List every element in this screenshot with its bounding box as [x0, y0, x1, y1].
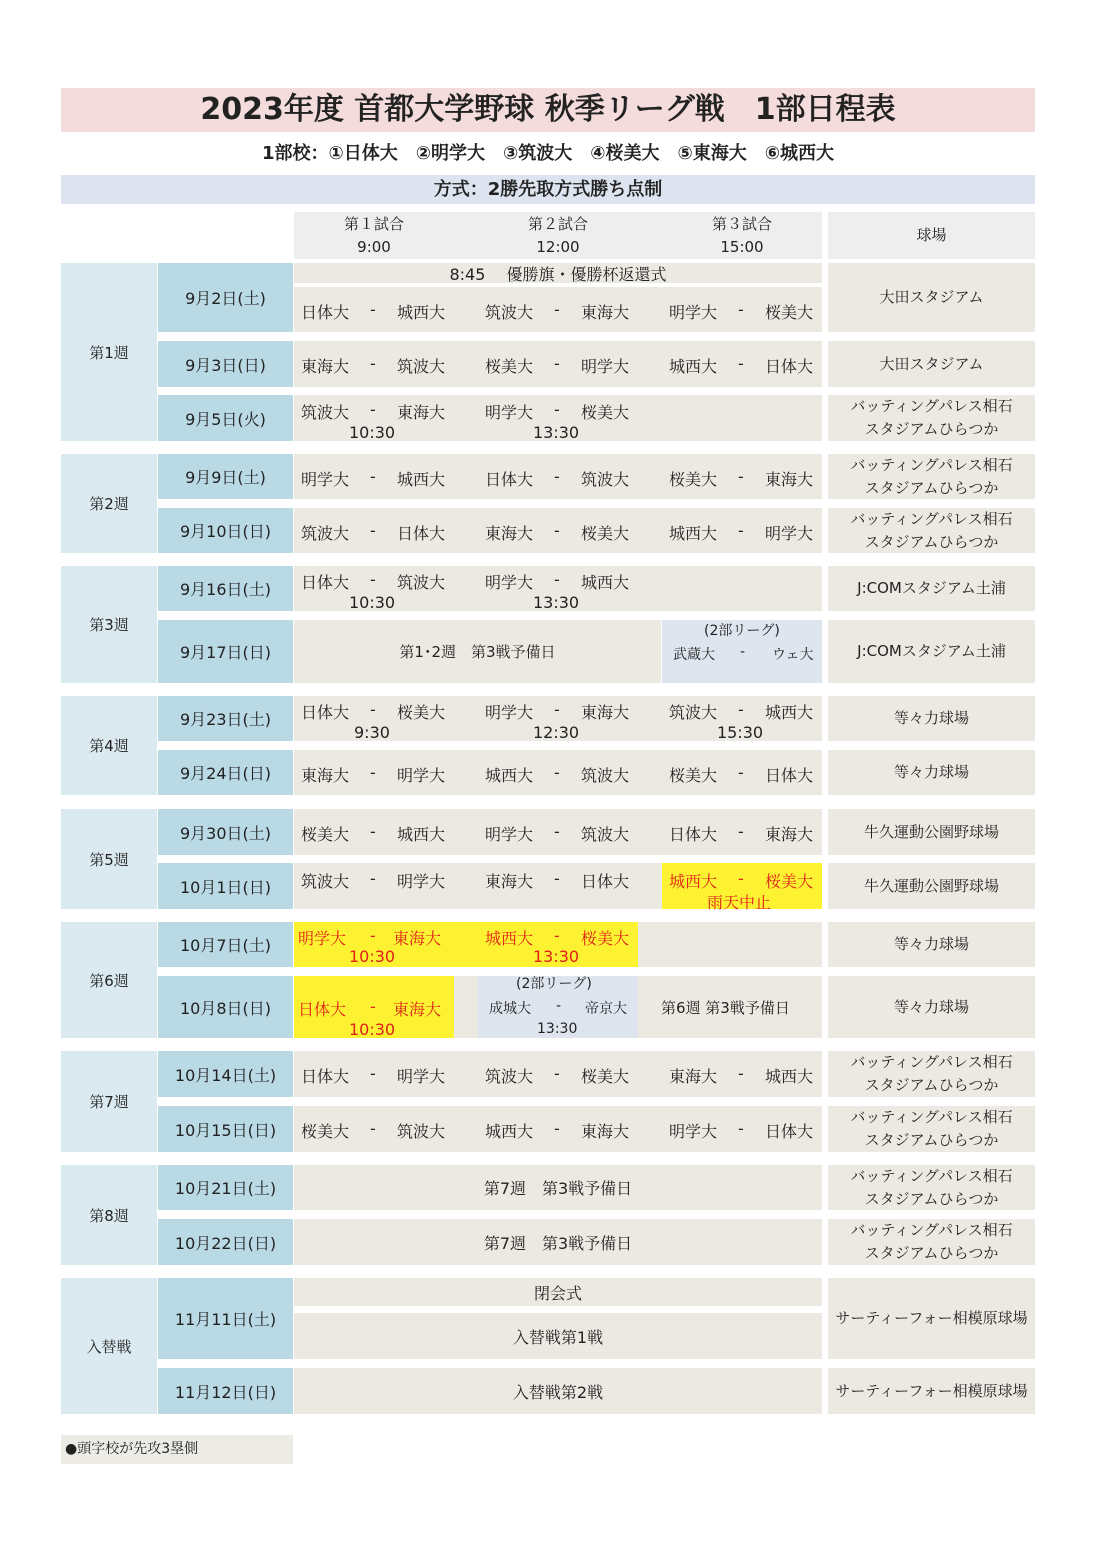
team-home: 日体大 — [298, 1000, 347, 1019]
date-cell: 9月3日(日) — [158, 341, 293, 387]
date-cell: 10月1日(日) — [158, 863, 293, 909]
date-cell: 9月5日(火) — [158, 395, 293, 441]
date-cell: 9月10日(日) — [158, 508, 293, 553]
vs-dash: - — [738, 1064, 744, 1083]
date-cell: 10月21日(土) — [158, 1165, 293, 1210]
match-cancelled — [662, 863, 822, 912]
match — [478, 750, 662, 795]
team-away: 東海大 — [393, 929, 442, 948]
vs-dash: - — [738, 763, 744, 782]
team-away: 東海大 — [393, 1000, 442, 1019]
page-title: 2023年度 首都大学野球 秋季リーグ戦 1部日程表 — [61, 88, 1035, 132]
date-cell: 9月9日(土) — [158, 454, 293, 499]
date-cell: 10月22日(日) — [158, 1219, 293, 1265]
date-cell: 9月23日(土) — [158, 696, 293, 741]
match — [478, 395, 662, 441]
vs-dash: - — [740, 644, 746, 660]
team-home: 明学大 — [485, 403, 534, 422]
footnote: ●頭字校が先攻3塁側 — [61, 1435, 293, 1464]
team-away: 明学大 — [397, 766, 446, 785]
team-away: 東海大 — [581, 1122, 630, 1141]
vs-dash: - — [370, 354, 376, 373]
venue-cell: バッティングパレス相石 スタジアムひらつか — [828, 1219, 1035, 1265]
venue-cell: J:COMスタジアム土浦 — [828, 566, 1035, 611]
games-cell — [294, 566, 822, 611]
team-away: 日体大 — [581, 872, 630, 891]
match — [478, 454, 662, 499]
team-away: 筑波大 — [581, 766, 630, 785]
second-league-match — [662, 620, 822, 683]
games-cell — [294, 1051, 822, 1097]
team-home: 日体大 — [301, 303, 350, 322]
header-game1-label: 第１試合 — [343, 215, 404, 233]
team-home: 筑波大 — [301, 524, 350, 543]
vs-dash: - — [738, 869, 744, 888]
games-cell — [294, 696, 822, 741]
date-cell: 9月24日(日) — [158, 750, 293, 795]
vs-dash: - — [370, 400, 376, 419]
team-home: 明学大 — [298, 929, 347, 948]
second-league-match — [478, 976, 638, 1038]
venue-cell: サーティーフォー相模原球場 — [828, 1278, 1035, 1359]
venue-cell: 大田スタジアム — [828, 263, 1035, 332]
team-home: 東海大 — [485, 524, 534, 543]
match — [478, 863, 662, 909]
games-cell — [294, 395, 822, 441]
game-time: 13:30 — [533, 947, 580, 966]
team-home: 筑波大 — [301, 403, 350, 422]
vs-dash: - — [370, 521, 376, 540]
game-time: 13:30 — [533, 593, 580, 612]
match — [478, 508, 662, 553]
team-home: 東海大 — [669, 1067, 718, 1086]
team-home: 筑波大 — [485, 303, 534, 322]
games-cell — [294, 976, 822, 1038]
match — [478, 1106, 662, 1152]
vs-dash: - — [554, 1119, 560, 1138]
team-away: 城西大 — [765, 1067, 814, 1086]
week-label: 第7週 — [61, 1051, 157, 1152]
team-away: ウェ大 — [772, 647, 814, 663]
date-cell: 11月12日(日) — [158, 1368, 293, 1414]
team-home: 筑波大 — [301, 872, 350, 891]
games-cell — [294, 922, 822, 967]
match — [294, 809, 478, 855]
match-rescheduled — [294, 976, 454, 1038]
team-home: 日体大 — [301, 703, 350, 722]
games-cell — [294, 1106, 822, 1152]
team-away: 東海大 — [765, 470, 814, 489]
venue-cell: 等々力球場 — [828, 976, 1035, 1038]
team-home: 筑波大 — [485, 1067, 534, 1086]
team-home: 筑波大 — [669, 703, 718, 722]
week-label: 第8週 — [61, 1165, 157, 1265]
games-cell — [294, 809, 822, 855]
vs-dash: - — [554, 354, 560, 373]
team-away: 東海大 — [765, 825, 814, 844]
team-home: 東海大 — [301, 766, 350, 785]
match — [662, 1106, 846, 1152]
vs-dash: - — [554, 521, 560, 540]
team-away: 城西大 — [397, 470, 446, 489]
reserve-day — [638, 976, 822, 1038]
team-away: 日体大 — [765, 1122, 814, 1141]
vs-dash: - — [738, 300, 744, 319]
team-home: 城西大 — [485, 766, 534, 785]
team-home: 桜美大 — [485, 357, 534, 376]
team-home: 桜美大 — [669, 766, 718, 785]
reserve-day: 第1･2週 第3戦予備日 — [294, 620, 661, 683]
match — [662, 454, 846, 499]
venue-cell: バッティングパレス相石 スタジアムひらつか — [828, 508, 1035, 553]
week-label: 第5週 — [61, 809, 157, 909]
week-label: 第4週 — [61, 696, 157, 795]
vs-dash: - — [370, 467, 376, 486]
match — [294, 1106, 478, 1152]
team-home: 明学大 — [485, 573, 534, 592]
match — [294, 287, 478, 332]
date-cell: 11月11日(土) — [158, 1278, 293, 1359]
venue-cell: バッティングパレス相石 スタジアムひらつか — [828, 395, 1035, 441]
rain-cancelled-note: 雨天中止 — [707, 893, 772, 912]
team-home: 城西大 — [669, 357, 718, 376]
venue-cell: 等々力球場 — [828, 696, 1035, 741]
team-away: 東海大 — [397, 403, 446, 422]
date-cell: 9月2日(土) — [158, 263, 293, 332]
team-home: 桜美大 — [301, 1122, 350, 1141]
match-rescheduled — [294, 922, 478, 967]
match — [662, 750, 846, 795]
vs-dash: - — [370, 822, 376, 841]
team-away: 明学大 — [397, 1067, 446, 1086]
game-time: 10:30 — [349, 1020, 396, 1039]
header-game2-label: 第２試合 — [527, 215, 588, 233]
school-list: 1部校：①日体大 ②明学大 ③筑波大 ④桜美大 ⑤東海大 ⑥城西大 — [262, 143, 834, 164]
date-cell: 9月30日(土) — [158, 809, 293, 855]
games-cell — [294, 863, 822, 912]
team-away: 城西大 — [397, 825, 446, 844]
team-away: 日体大 — [765, 766, 814, 785]
games-cell — [294, 341, 822, 387]
team-away: 日体大 — [765, 357, 814, 376]
team-away: 筑波大 — [581, 470, 630, 489]
venue-cell: 牛久運動公園野球場 — [828, 809, 1035, 855]
week-label: 第3週 — [61, 566, 157, 683]
vs-dash: - — [554, 822, 560, 841]
header-game2-cell — [478, 212, 638, 259]
team-home: 日体大 — [301, 573, 350, 592]
match — [294, 508, 478, 553]
vs-dash: - — [738, 822, 744, 841]
venue-cell: J:COMスタジアム土浦 — [828, 620, 1035, 683]
vs-dash: - — [738, 521, 744, 540]
team-home: 武蔵大 — [673, 647, 715, 663]
game-time: 10:30 — [349, 593, 396, 612]
vs-dash: - — [554, 467, 560, 486]
vs-dash: - — [370, 700, 376, 719]
match — [662, 341, 846, 387]
team-away: 城西大 — [765, 703, 814, 722]
vs-dash: - — [554, 1064, 560, 1083]
vs-dash: - — [370, 570, 376, 589]
team-home: 城西大 — [485, 929, 534, 948]
match-rescheduled — [478, 922, 638, 967]
header-game3-label: 第３試合 — [711, 215, 772, 233]
games-cell — [294, 508, 822, 553]
match — [662, 508, 846, 553]
header-game3-cell — [662, 212, 822, 259]
vs-dash: - — [738, 354, 744, 373]
team-away: 桜美大 — [581, 524, 630, 543]
date-cell: 9月17日(日) — [158, 620, 293, 683]
team-home: 明学大 — [669, 1122, 718, 1141]
match — [294, 750, 478, 795]
match — [478, 696, 662, 741]
reserve-day-text: 第6週 第3戦予備日 — [661, 999, 790, 1017]
team-away: 明学大 — [397, 872, 446, 891]
game-time: 13:30 — [537, 1021, 578, 1037]
venue-cell: バッティングパレス相石 スタジアムひらつか — [828, 1165, 1035, 1210]
vs-dash: - — [370, 763, 376, 782]
date-cell: 9月16日(土) — [158, 566, 293, 611]
match — [662, 287, 846, 332]
team-away: 桜美大 — [581, 403, 630, 422]
team-home: 明学大 — [301, 470, 350, 489]
vs-dash: - — [554, 869, 560, 888]
second-league-label: (2部リーグ) — [516, 976, 592, 992]
header-venue: 球場 — [828, 212, 1035, 259]
match — [478, 341, 662, 387]
team-away: 筑波大 — [397, 1122, 446, 1141]
games-cell — [294, 454, 822, 499]
venue-cell: 等々力球場 — [828, 922, 1035, 967]
closing-ceremony: 閉会式 — [294, 1278, 822, 1306]
game-time: 9:30 — [354, 723, 390, 742]
team-home: 桜美大 — [669, 470, 718, 489]
team-home: 明学大 — [669, 303, 718, 322]
vs-dash: - — [370, 1119, 376, 1138]
reserve-day: 第7週 第3戦予備日 — [294, 1165, 822, 1210]
match — [294, 341, 478, 387]
date-cell: 10月14日(土) — [158, 1051, 293, 1097]
header-game1-time: 9:00 — [357, 238, 391, 256]
team-home: 東海大 — [485, 872, 534, 891]
match — [294, 454, 478, 499]
team-away: 城西大 — [397, 303, 446, 322]
vs-dash: - — [738, 700, 744, 719]
match — [478, 809, 662, 855]
vs-dash: - — [554, 400, 560, 419]
game-time: 10:30 — [349, 947, 396, 966]
venue-cell: 等々力球場 — [828, 750, 1035, 795]
match — [294, 696, 478, 741]
match — [662, 1051, 846, 1097]
vs-dash: - — [370, 869, 376, 888]
team-away: 明学大 — [765, 524, 814, 543]
week-label: 入替戦 — [61, 1278, 157, 1414]
vs-dash: - — [554, 300, 560, 319]
vs-dash: - — [738, 467, 744, 486]
vs-dash: - — [554, 763, 560, 782]
team-away: 筑波大 — [397, 573, 446, 592]
team-away: 筑波大 — [581, 825, 630, 844]
team-away: 桜美大 — [765, 872, 814, 891]
team-away: 桜美大 — [765, 303, 814, 322]
team-home: 日体大 — [485, 470, 534, 489]
match — [294, 395, 478, 441]
vs-dash: - — [370, 1064, 376, 1083]
vs-dash: - — [370, 926, 376, 945]
week-label: 第6週 — [61, 922, 157, 1038]
team-away: 桜美大 — [581, 929, 630, 948]
team-home: 明学大 — [485, 825, 534, 844]
venue-cell: バッティングパレス相石 スタジアムひらつか — [828, 1106, 1035, 1152]
week-label: 第1週 — [61, 263, 157, 441]
promotion-game-1: 入替戦第1戦 — [294, 1313, 822, 1359]
match — [478, 287, 662, 332]
game-time: 10:30 — [349, 423, 396, 442]
venue-cell: バッティングパレス相石 スタジアムひらつか — [828, 454, 1035, 499]
ceremony-banner: 8:45 優勝旗・優勝杯返還式 — [294, 263, 822, 283]
header-game1-cell — [294, 212, 454, 259]
team-home: 日体大 — [301, 1067, 350, 1086]
team-away: 東海大 — [581, 303, 630, 322]
header-game2-time: 12:00 — [536, 238, 580, 256]
match — [478, 566, 662, 611]
date-cell: 10月15日(日) — [158, 1106, 293, 1152]
venue-cell: 牛久運動公園野球場 — [828, 863, 1035, 909]
team-away: 城西大 — [581, 573, 630, 592]
second-league-label: (2部リーグ) — [704, 623, 780, 639]
venue-cell: バッティングパレス相石 スタジアムひらつか — [828, 1051, 1035, 1097]
team-home: 桜美大 — [301, 825, 350, 844]
team-away: 桜美大 — [397, 703, 446, 722]
vs-dash: - — [370, 997, 376, 1016]
date-cell: 10月8日(日) — [158, 976, 293, 1038]
team-home: 城西大 — [485, 1122, 534, 1141]
match — [294, 566, 478, 611]
game-time: 15:30 — [717, 723, 764, 742]
team-home: 東海大 — [301, 357, 350, 376]
game-time: 13:30 — [533, 423, 580, 442]
promotion-game-2: 入替戦第2戦 — [294, 1368, 822, 1414]
match — [294, 1051, 478, 1097]
venue-cell: 大田スタジアム — [828, 341, 1035, 387]
header-game3-time: 15:00 — [720, 238, 764, 256]
vs-dash: - — [554, 570, 560, 589]
vs-dash: - — [554, 926, 560, 945]
games-cell — [294, 750, 822, 795]
team-away: 帝京大 — [585, 1001, 627, 1017]
reserve-day: 第7週 第3戦予備日 — [294, 1219, 822, 1265]
team-home: 成城大 — [489, 1001, 531, 1017]
team-home: 明学大 — [485, 703, 534, 722]
date-cell: 10月7日(土) — [158, 922, 293, 967]
format-banner: 方式：2勝先取方式勝ち点制 — [61, 175, 1035, 204]
team-home: 日体大 — [669, 825, 718, 844]
match — [294, 863, 478, 909]
team-away: 筑波大 — [397, 357, 446, 376]
venue-cell: サーティーフォー相模原球場 — [828, 1368, 1035, 1414]
week-label: 第2週 — [61, 454, 157, 553]
match — [662, 809, 846, 855]
vs-dash: - — [370, 300, 376, 319]
vs-dash: - — [554, 700, 560, 719]
team-home: 城西大 — [669, 872, 718, 891]
team-away: 日体大 — [397, 524, 446, 543]
vs-dash: - — [556, 998, 562, 1014]
game-time: 12:30 — [533, 723, 580, 742]
match — [478, 1051, 662, 1097]
team-home: 城西大 — [669, 524, 718, 543]
team-away: 桜美大 — [581, 1067, 630, 1086]
match — [662, 696, 846, 741]
games-cell — [294, 287, 822, 332]
team-away: 東海大 — [581, 703, 630, 722]
vs-dash: - — [738, 1119, 744, 1138]
team-away: 明学大 — [581, 357, 630, 376]
